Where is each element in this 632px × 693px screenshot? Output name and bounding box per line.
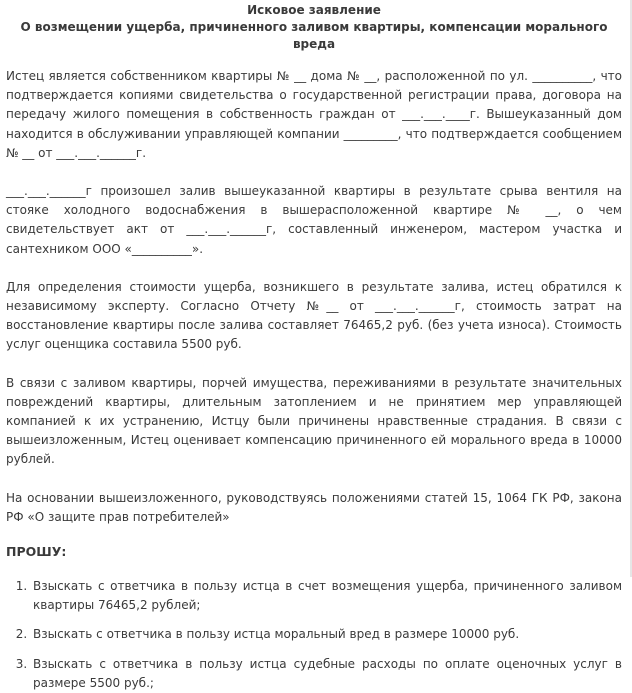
list-item: 1. Взыскать с ответчика в пользу истца в счет возмещения ущерба, причиненного заливом квартиры 76465,2 рублей; [31, 577, 622, 615]
document-title: Исковое заявление [247, 3, 381, 17]
list-item: 3. Взыскать с ответчика в пользу истца судебные расходы по оплате оценочных услуг в размере 5500 руб.; [31, 655, 622, 693]
list-item: 2. Взыскать с ответчика в пользу истца моральный вред в размере 10000 руб. [31, 625, 622, 644]
paragraph-ownership: Истец является собственником квартиры № __ дома № __, расположенной по ул. __________, что подтверждается копиями свидетельства о государственной регистрации права, договора на передачу жилого помещения в собственность граждан от ___.___.____г. Вышеуказанный дом находится в обслуживании управляющей компании _________, что подтверждается сообщением № __ от ___.___.______г. [6, 69, 622, 160]
paragraph-flood-event: ___.___.______г произошел залив вышеуказанной квартиры в результате срыва вентиля на стояке холодного водоснабжения в вышерасположенной квартире № __, о чем свидетельствует акт от ___.___.______г, составленный инженером, мастером участка и сантехником ООО «__________». [6, 184, 622, 256]
document-subtitle: О возмещении ущерба, причиненного заливом квартиры, компенсации морального вреда [20, 20, 608, 51]
paragraph-damage-cost: Для определения стоимости ущерба, возникшего в результате залива, истец обратился к независимому эксперту. Согласно Отчету №__ от ___.___.______г, стоимость затрат на восстановление квартиры после залива составляет 76465,2 руб. (без учета износа). Стоимость услуг оценщика составила 5500 руб. [6, 279, 622, 352]
paragraph-legal-basis: На основании вышеизложенного, руководствуясь положениями статей 15, 1064 ГК РФ, закона РФ «О защите прав потребителей» [6, 490, 622, 524]
request-heading: ПРОШУ: [6, 544, 67, 560]
request-list [6, 577, 622, 693]
paragraph-moral-damage: В связи с заливом квартиры, порчей имущества, переживаниями в результате значительных повреждений квартиры, длительным затоплением и не принятием мер управляющей компанией к их устранению, Истцу были причинены нравственные страдания. В связи с вышеизложенным, Истец оценивает компенсацию причиненного ей морального вреда в 10000 рублей. [6, 375, 622, 467]
